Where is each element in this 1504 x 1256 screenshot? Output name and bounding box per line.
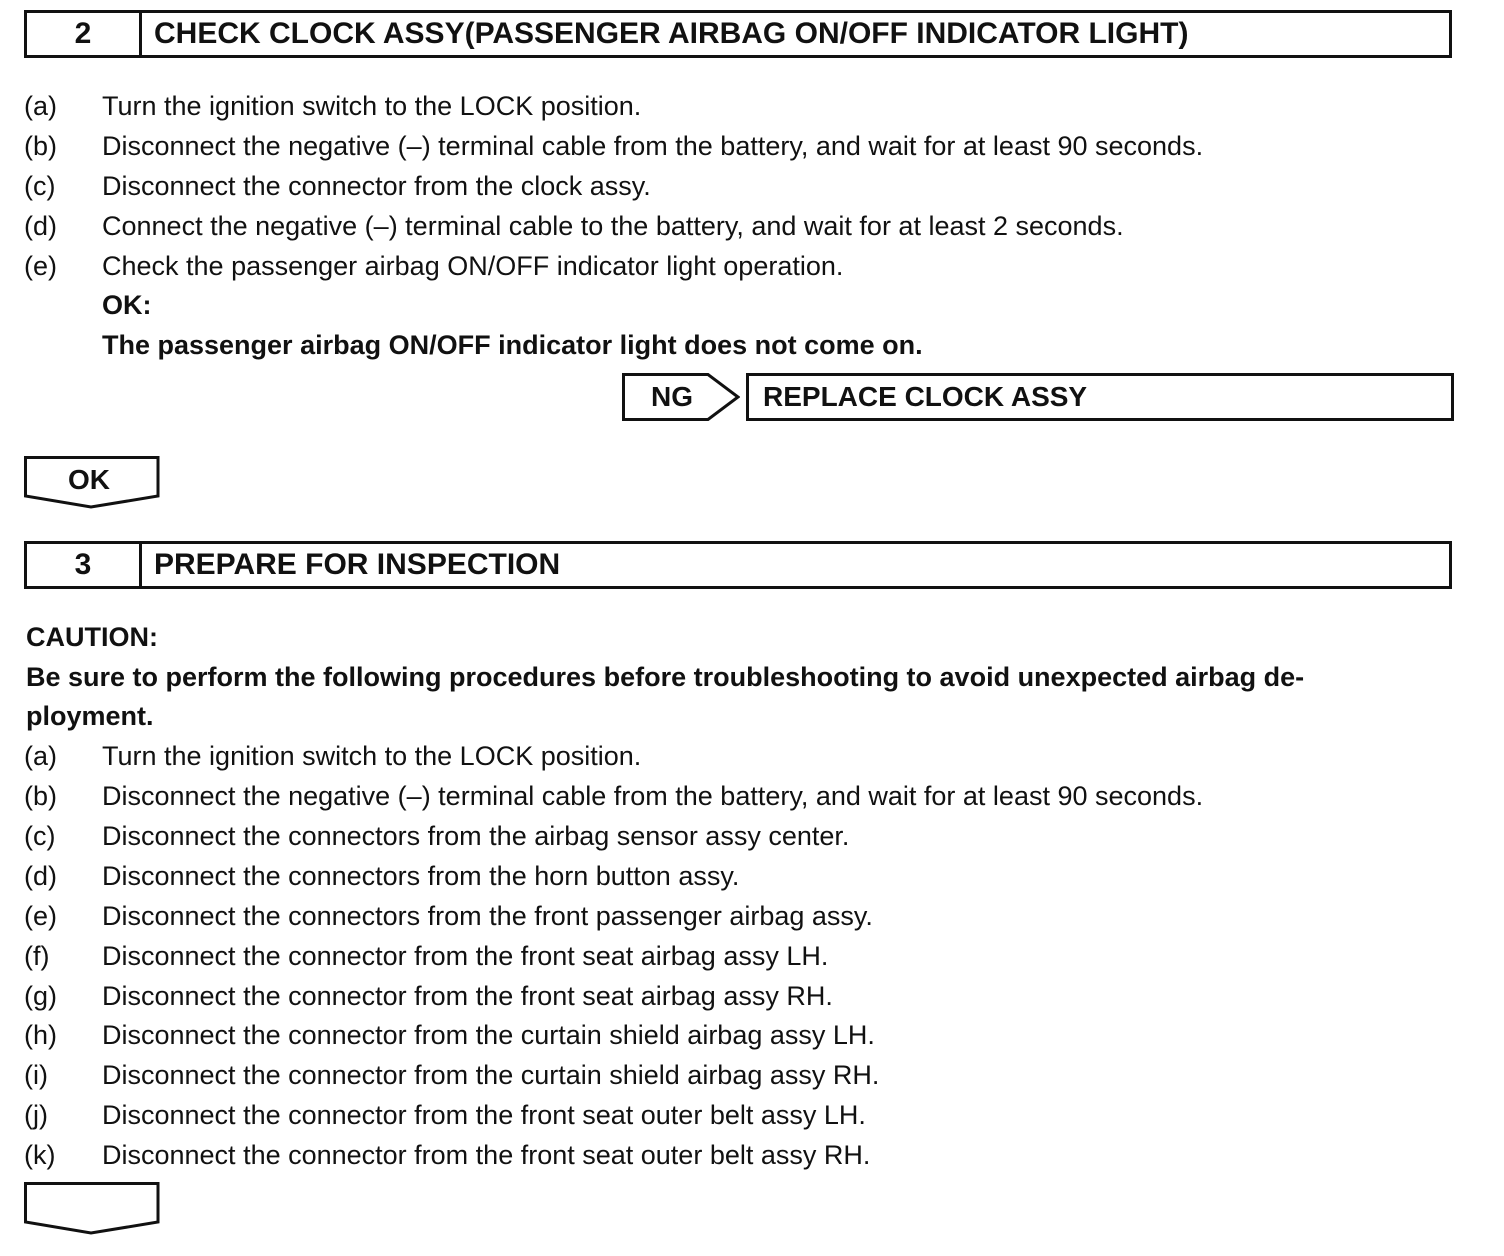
item-label: (h): [24, 1020, 57, 1050]
list-item: [24, 250, 843, 282]
list-item: [24, 1099, 866, 1131]
item-text: Disconnect the connectors from the airbag sensor assy center.: [102, 821, 850, 851]
item-label: (c): [24, 171, 56, 201]
item-label: (d): [24, 861, 57, 891]
item-text: Check the passenger airbag ON/OFF indicator light operation.: [102, 251, 844, 281]
item-text: Turn the ignition switch to the LOCK position.: [102, 91, 642, 121]
item-label: (e): [24, 901, 57, 931]
item-label: (e): [24, 251, 57, 281]
item-label: (a): [24, 91, 57, 121]
item-text: Disconnect the connectors from the front passenger airbag assy.: [102, 901, 873, 931]
step-3-header: [24, 541, 1452, 589]
list-item: [24, 210, 1124, 242]
caution-text-line2: ployment.: [26, 701, 154, 731]
item-text: Disconnect the connector from the curtain shield airbag assy LH.: [102, 1020, 875, 1050]
item-text: Disconnect the connectors from the horn button assy.: [102, 861, 740, 891]
ng-action-box: REPLACE CLOCK ASSY: [746, 373, 1454, 421]
step-number: 2: [27, 13, 142, 55]
item-label: (b): [24, 781, 57, 811]
item-text: Disconnect the connector from the front seat airbag assy RH.: [102, 981, 833, 1011]
list-item: [24, 860, 739, 892]
list-item: [24, 1019, 875, 1051]
item-label: (k): [24, 1140, 56, 1170]
item-text: Disconnect the connector from the curtain shield airbag assy RH.: [102, 1060, 880, 1090]
ng-arrow-box: [622, 373, 740, 421]
item-label: (b): [24, 131, 57, 161]
list-item: [24, 170, 651, 202]
item-label: (d): [24, 211, 57, 241]
item-text: Disconnect the connector from the front seat outer belt assy RH.: [102, 1140, 871, 1170]
list-item: [24, 1139, 870, 1171]
item-label: (i): [24, 1060, 48, 1090]
item-label: (g): [24, 981, 57, 1011]
ok-criteria-heading: OK:: [102, 290, 152, 320]
step-title: CHECK CLOCK ASSY(PASSENGER AIRBAG ON/OFF INDICATOR LIGHT): [154, 17, 1189, 50]
list-item: [24, 940, 828, 972]
down-arrow-icon: [24, 1182, 160, 1236]
step-number: 3: [27, 544, 142, 586]
item-label: (c): [24, 821, 56, 851]
list-item: [24, 740, 641, 772]
ok-criteria-text: The passenger airbag ON/OFF indicator light does not come on.: [102, 330, 923, 360]
ok-arrow-label: OK: [68, 464, 110, 495]
list-item: [24, 980, 833, 1012]
continue-arrow: [24, 1182, 160, 1236]
list-item: [24, 130, 1203, 162]
list-item: [24, 900, 873, 932]
step-title: PREPARE FOR INSPECTION: [154, 548, 561, 581]
item-text: Disconnect the connector from the front seat airbag assy LH.: [102, 941, 829, 971]
ok-arrow: [24, 456, 160, 510]
item-label: (f): [24, 941, 50, 971]
caution-heading: CAUTION:: [26, 622, 158, 652]
item-text: Disconnect the negative (–) terminal cable from the battery, and wait for at least 90 seconds.: [102, 131, 1204, 161]
list-item: [24, 90, 641, 122]
item-text: Disconnect the connector from the clock assy.: [102, 171, 651, 201]
ng-label: NG: [651, 381, 693, 412]
item-label: (a): [24, 741, 57, 771]
item-label: (j): [24, 1100, 48, 1130]
item-text: Turn the ignition switch to the LOCK position.: [102, 741, 642, 771]
list-item: [24, 1059, 879, 1091]
list-item: [24, 780, 1203, 812]
item-text: Connect the negative (–) terminal cable to the battery, and wait for at least 2 seconds.: [102, 211, 1124, 241]
caution-text-line1: Be sure to perform the following procedures before troubleshooting to avoid unexpected airbag de-: [26, 662, 1305, 692]
item-text: Disconnect the negative (–) terminal cable from the battery, and wait for at least 90 seconds.: [102, 781, 1204, 811]
item-text: Disconnect the connector from the front seat outer belt assy LH.: [102, 1100, 866, 1130]
list-item: [24, 820, 849, 852]
step-2-header: [24, 10, 1452, 58]
